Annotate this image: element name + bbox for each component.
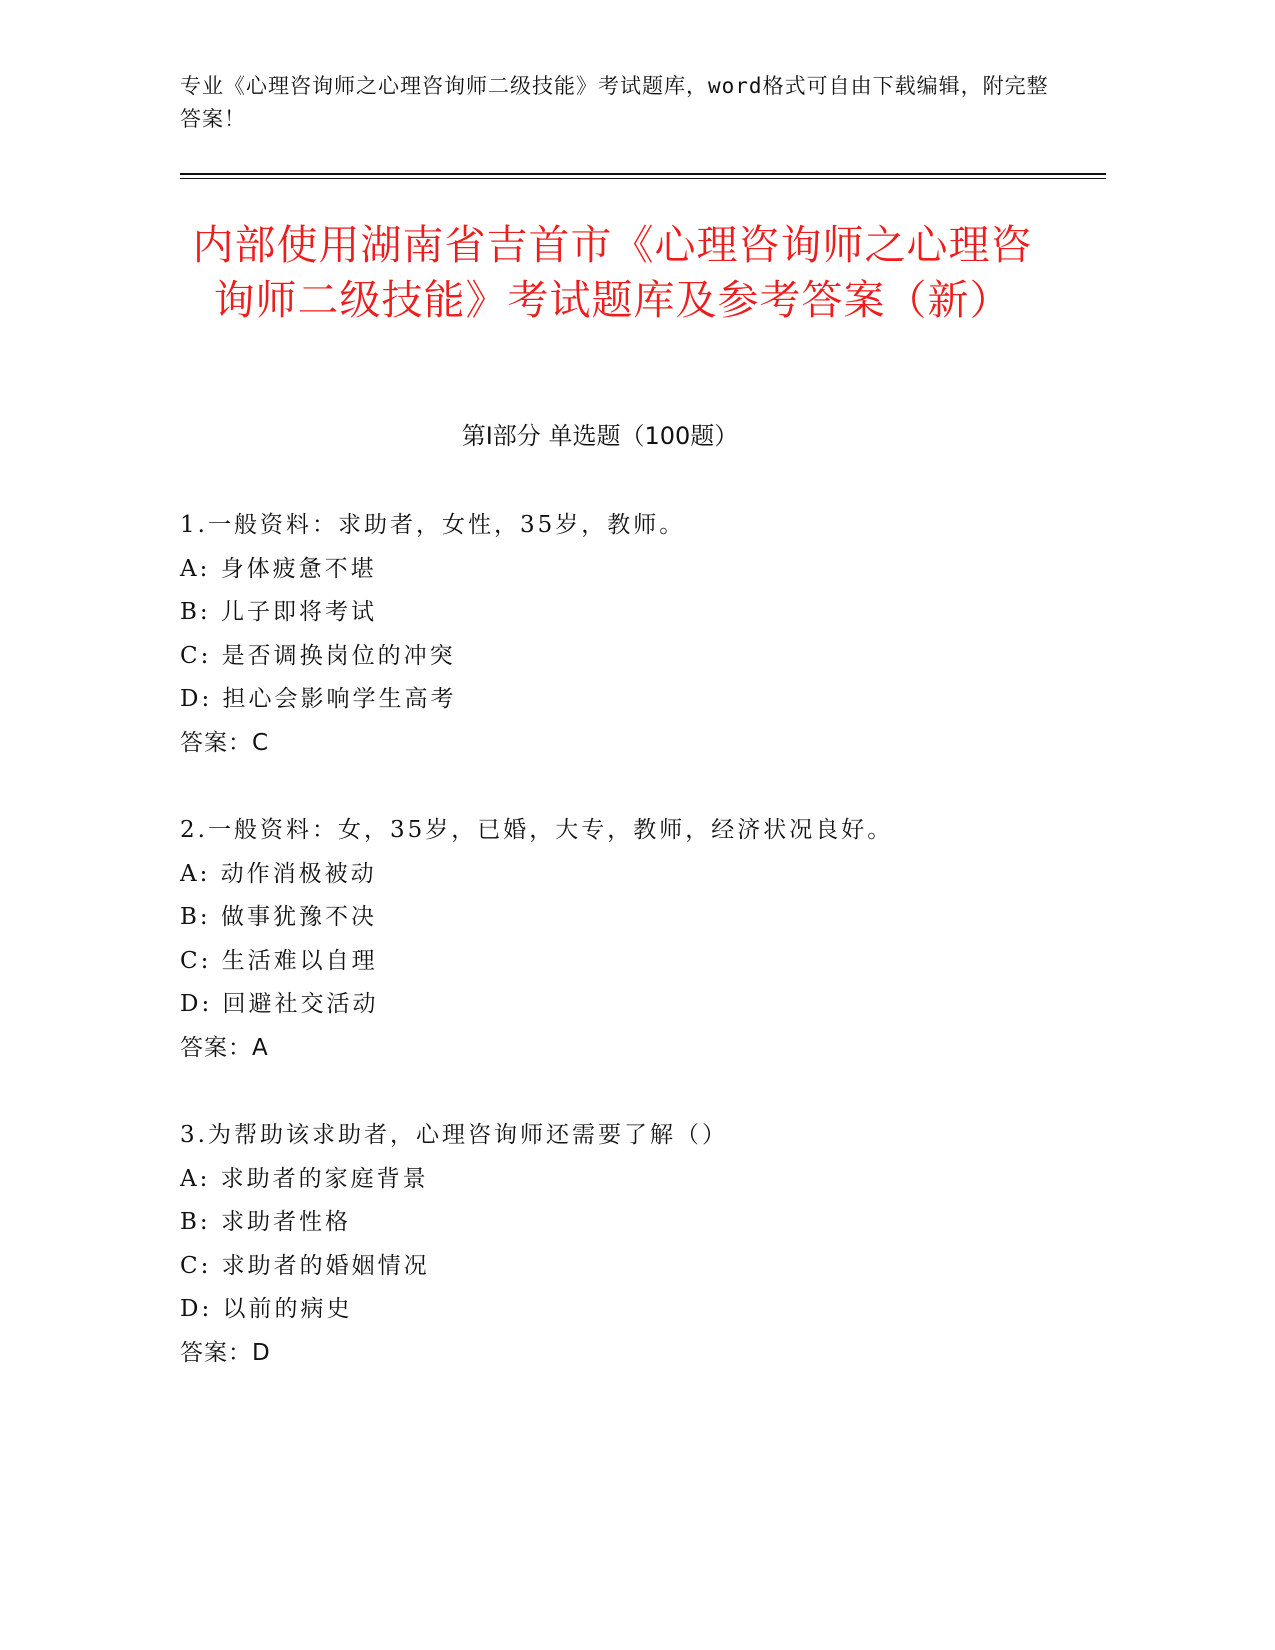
option-b: B: 求助者性格	[180, 1209, 351, 1235]
question-stem: 3.为帮助该求助者，心理咨询师还需要了解（）	[180, 1122, 728, 1148]
option-d: D: 担心会影响学生高考	[180, 686, 457, 712]
option-b: B: 做事犹豫不决	[180, 904, 377, 930]
option-a: A: 身体疲惫不堪	[180, 555, 377, 582]
section-heading: 第Ⅰ部分 单选题（100题）	[461, 422, 739, 450]
question-stem: 2.一般资料：女，35岁，已婚，大专，教师，经济状况良好。	[180, 817, 894, 843]
answer-line: 答案：C	[180, 729, 270, 756]
answer-line: 答案：D	[180, 1339, 271, 1366]
option-b: B: 儿子即将考试	[180, 599, 377, 625]
option-a: A: 动作消极被动	[180, 860, 377, 887]
question-block	[180, 809, 1080, 1070]
header-divider-thin	[180, 178, 1106, 179]
option-d: D: 以前的病史	[180, 1296, 353, 1322]
header-divider	[180, 173, 1106, 175]
option-c: C: 生活难以自理	[180, 947, 378, 974]
header-note: 专业《心理咨询师之心理咨询师二级技能》考试题库，word格式可自由下载编辑，附完整答案！	[180, 74, 1049, 131]
question-block	[180, 504, 1080, 765]
option-c: C: 求助者的婚姻情况	[180, 1252, 430, 1279]
question-stem: 1.一般资料：求助者，女性，35岁，教师。	[180, 512, 686, 538]
option-d: D: 回避社交活动	[180, 991, 379, 1017]
question-block	[180, 1114, 1080, 1375]
option-a: A: 求助者的家庭背景	[180, 1165, 429, 1192]
document-title: 内部使用湖南省吉首市《心理咨询师之心理咨询师二级技能》考试题库及参考答案（新）	[192, 221, 1033, 324]
answer-line: 答案：A	[180, 1034, 269, 1061]
option-c: C: 是否调换岗位的冲突	[180, 642, 456, 669]
